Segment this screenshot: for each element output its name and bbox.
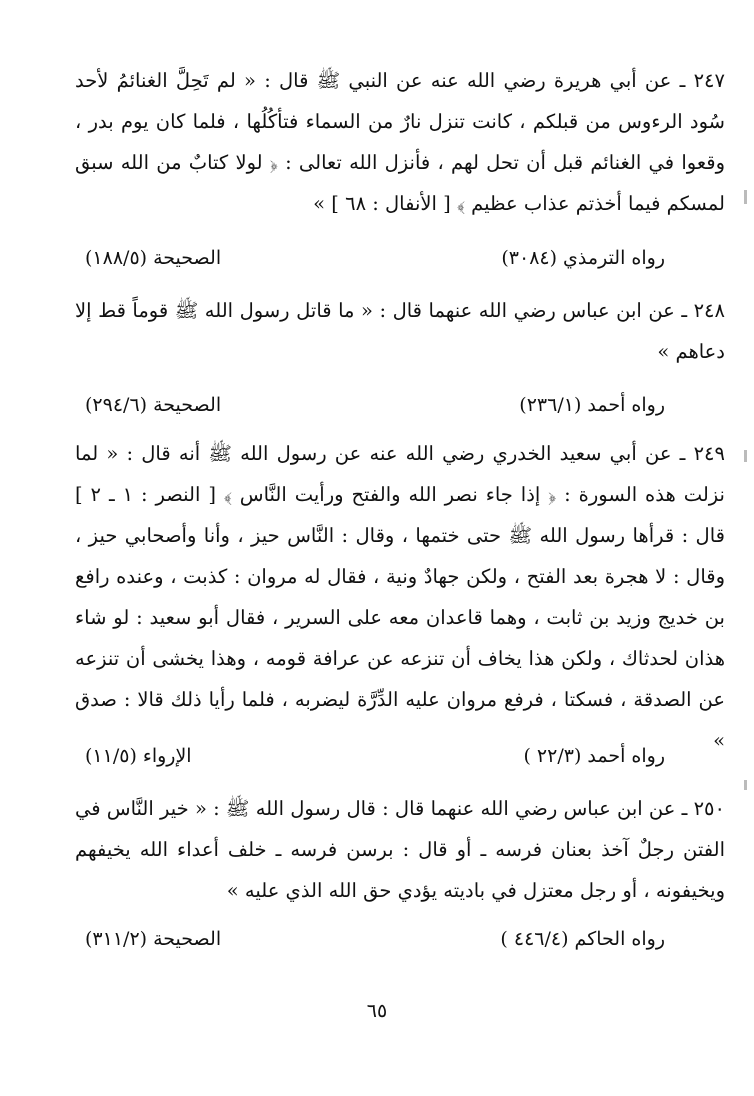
hadith-249-source: [75, 745, 725, 779]
hadith-248-source: [75, 394, 725, 428]
scan-mark: [744, 450, 747, 462]
hadith-247-source: [75, 247, 725, 281]
hadith-248-text: ٢٤٨ ـ عن ابن عباس رضي الله عنهما قال : « ما قاتل رسول الله ﷺ قوماً قط إلا دعاهم »: [75, 299, 725, 363]
hadith-250-narrator: رواه الحاكم (٤٤٦/٤ ): [500, 928, 665, 950]
page-number: ٦٥: [366, 1000, 388, 1022]
scan-mark: [744, 780, 747, 790]
hadith-247-text: ٢٤٧ ـ عن أبي هريرة رضي الله عنه عن النبي ﷺ قال : « لم تَحِلَّ الغنائمُ لأحد سُود الرءوس من قبلكم ، كانت تنزل نارٌ من السماء فتأكُلُها ، فلما كان يوم بدر ، وقعوا في الغنائم قبل أن تحل لهم ، فأنزل الله تعالى : ﴿ لولا كتابٌ من الله سبق لمسكم فيما أخذتم عذاب عظيم ﴾ [ الأنفال : ٦٨ ] »: [75, 69, 725, 215]
hadith-250-text: ٢٥٠ ـ عن ابن عباس رضي الله عنهما قال : قال رسول الله ﷺ : « خير النَّاس في الفتن رجلٌ آخذ بعنان فرسه ـ أو قال : برسن فرسه ـ خلف أعداء الله يخيفهم ويخيفونه ، أو رجل معتزل في باديته يؤدي حق الله الذي عليه »: [75, 797, 725, 902]
hadith-249-narrator: رواه أحمد (٢٢/٣ ): [523, 745, 665, 767]
hadith-247-grade: الصحيحة (١٨٨/٥): [85, 247, 222, 269]
hadith-248-narrator: رواه أحمد (٢٣٦/١): [519, 394, 665, 416]
hadith-247-narrator: رواه الترمذي (٣٠٨٤): [501, 247, 665, 269]
hadith-249-grade: الإرواء (١١/٥): [85, 745, 192, 767]
hadith-248-grade: الصحيحة (٢٩٤/٦): [85, 394, 222, 416]
hadith-250-grade: الصحيحة (٣١١/٢): [85, 928, 222, 950]
scan-mark: [744, 190, 747, 204]
hadith-249-text: ٢٤٩ ـ عن أبي سعيد الخدري رضي الله عنه عن رسول الله ﷺ أنه قال : « لما نزلت هذه السورة : ﴿ إذا جاء نصر الله والفتح ورأيت النَّاس ﴾ [ النصر : ١ ـ ٢ ] قال : قرأها رسول الله ﷺ حتى ختمها ، وقال : النَّاس حيز ، وأنا وأصحابي حيز ، وقال : لا هجرة بعد الفتح ، ولكن جهادٌ ونية ، فقال له مروان : كذبت ، وعنده رافع بن خديج وزيد بن ثابت ، وهما قاعدان معه على السرير ، فقال أبو سعيد : لو شاء هذان لحدثاك ، ولكن هذا يخاف أن تنزعه عن عرافة قومه ، وهذا يخشى أن تنزعه عن الصدقة ، فسكتا ، فرفع مروان عليه الدِّرَّة ليضربه ، فلما رأيا ذلك قالا : صدق »: [75, 442, 726, 752]
hadith-250-source: [75, 928, 725, 962]
